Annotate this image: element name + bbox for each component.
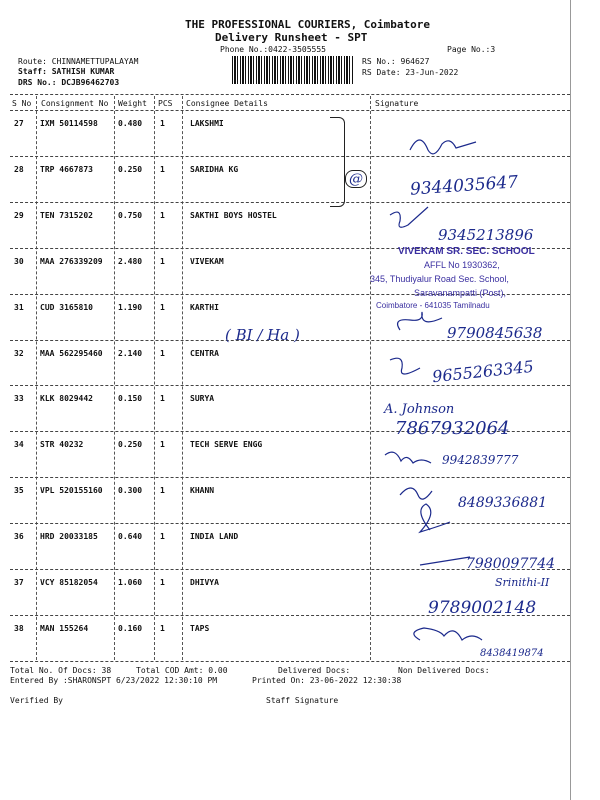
signature-phone: 9344035647 xyxy=(409,172,519,200)
row-pcs: 1 xyxy=(160,578,165,587)
row-pcs: 1 xyxy=(160,624,165,633)
row-consignee: KARTHI xyxy=(190,303,219,312)
row-sno: 27 xyxy=(14,119,24,128)
staff-signature: Staff Signature xyxy=(266,696,339,705)
total-cod: Total COD Amt: 0.00 xyxy=(136,666,228,675)
signature-phone: 9790845638 xyxy=(447,324,543,342)
signature-phone: 9655263345 xyxy=(431,356,535,387)
row-consignment-no: VPL 520155160 xyxy=(40,486,103,495)
verified-by: Verified By xyxy=(10,696,63,705)
col-signature: Signature xyxy=(375,99,419,108)
signature-note: Srinithi-II xyxy=(495,576,550,589)
row-weight: 0.750 xyxy=(118,211,143,220)
signature-scribbles xyxy=(370,110,570,670)
school-stamp-title: VIVEKAM SR. SEC. SCHOOL xyxy=(398,246,535,257)
row-consignee: VIVEKAM xyxy=(190,257,224,266)
signature-scribble xyxy=(390,358,420,374)
school-stamp-line: Coimbatore - 641035 Tamilnadu xyxy=(376,301,490,310)
row-pcs: 1 xyxy=(160,440,165,449)
row-weight: 0.160 xyxy=(118,624,143,633)
header-rule-top xyxy=(10,94,570,95)
row-sno: 34 xyxy=(14,440,24,449)
signature-scribble xyxy=(385,452,431,463)
row-consignee: KHANN xyxy=(190,486,215,495)
printed-on: Printed On: 23-06-2022 12:30:38 xyxy=(252,676,402,685)
row-weight: 1.060 xyxy=(118,578,143,587)
row-weight: 0.640 xyxy=(118,532,143,541)
row-consignee: SAKTHI BOYS HOSTEL xyxy=(190,211,277,220)
signature-scribble xyxy=(400,488,432,499)
signature-phone: 9789002148 xyxy=(428,598,537,618)
row-consignee: TAPS xyxy=(190,624,210,633)
circle-mark: @ xyxy=(345,170,367,188)
row-consignee: SARIDHA KG xyxy=(190,165,239,174)
row-sno: 36 xyxy=(14,532,24,541)
col-divider xyxy=(114,96,115,660)
row-consignee: LAKSHMI xyxy=(190,119,224,128)
signature-phone: 9345213896 xyxy=(438,226,534,244)
row-consignment-no: IXM 50114598 xyxy=(40,119,98,128)
row-consignee: SURYA xyxy=(190,394,215,403)
page-right-edge xyxy=(570,0,571,800)
col-divider xyxy=(154,96,155,660)
row-consignment-no: MAA 276339209 xyxy=(40,257,103,266)
row-weight: 0.250 xyxy=(118,440,143,449)
signature-scribble xyxy=(414,628,482,640)
col-consignee: Consignee Details xyxy=(186,99,268,108)
col-divider xyxy=(182,96,183,660)
row-weight: 1.190 xyxy=(118,303,143,312)
non-delivered-docs: Non Delivered Docs: xyxy=(398,666,490,675)
row-sno: 30 xyxy=(14,257,24,266)
row-sno: 33 xyxy=(14,394,24,403)
row-pcs: 1 xyxy=(160,119,165,128)
drs-number: DRS No.: DCJB96462703 xyxy=(18,78,120,87)
signature-phone: 8489336881 xyxy=(458,495,548,511)
handwritten-note: ( BI / Ha ) xyxy=(225,326,300,344)
route: Route: CHINNAMETTUPALAYAM xyxy=(18,57,139,66)
row-weight: 0.480 xyxy=(118,119,143,128)
signature-phone: 9942839777 xyxy=(442,453,519,467)
signature-scribble xyxy=(420,504,450,532)
row-consignment-no: STR 40232 xyxy=(40,440,84,449)
col-weight: Weight xyxy=(118,99,147,108)
row-sno: 32 xyxy=(14,349,24,358)
signature-scribble xyxy=(390,207,428,227)
row-pcs: 1 xyxy=(160,165,165,174)
row-consignee: DHIVYA xyxy=(190,578,219,587)
bracket-mark xyxy=(330,117,345,207)
row-consignment-no: MAN 155264 xyxy=(40,624,89,633)
total-docs: Total No. Of Docs: 38 xyxy=(10,666,112,675)
barcode-image xyxy=(232,56,354,84)
signature-phone: 7980097744 xyxy=(466,556,556,572)
page-number: Page No.:3 xyxy=(447,45,496,54)
row-weight: 0.250 xyxy=(118,165,143,174)
signature-phone: 8438419874 xyxy=(480,648,544,659)
signature-phone: 7867932064 xyxy=(395,418,510,439)
signature-scribble xyxy=(410,140,476,154)
delivered-docs: Delivered Docs: xyxy=(278,666,351,675)
company-title: THE PROFESSIONAL COURIERS, Coimbatore xyxy=(185,18,431,31)
col-consignment: Consignment No xyxy=(41,99,109,108)
signature-name: A. Johnson xyxy=(384,402,455,417)
rs-number: RS No.: 964627 xyxy=(362,57,430,66)
school-stamp-line: AFFL No 1930362, xyxy=(424,260,500,270)
row-weight: 2.140 xyxy=(118,349,143,358)
row-consignee: INDIA LAND xyxy=(190,532,239,541)
row-consignee: TECH SERVE ENGG xyxy=(190,440,263,449)
row-pcs: 1 xyxy=(160,303,165,312)
row-consignment-no: VCY 85182054 xyxy=(40,578,98,587)
staff: Staff: SATHISH KUMAR xyxy=(18,67,115,76)
row-sno: 29 xyxy=(14,211,24,220)
row-weight: 0.300 xyxy=(118,486,143,495)
row-sno: 35 xyxy=(14,486,24,495)
row-pcs: 1 xyxy=(160,257,165,266)
row-sno: 37 xyxy=(14,578,24,587)
phone-number: Phone No.:0422-3505555 xyxy=(220,45,326,54)
col-divider xyxy=(36,96,37,660)
signature-scribble xyxy=(398,312,442,330)
row-pcs: 1 xyxy=(160,349,165,358)
row-consignment-no: HRD 20033185 xyxy=(40,532,98,541)
sheet-title: Delivery Runsheet - SPT xyxy=(215,31,368,44)
row-consignment-no: MAA 562295460 xyxy=(40,349,103,358)
row-pcs: 1 xyxy=(160,394,165,403)
row-consignment-no: CUD 3165810 xyxy=(40,303,93,312)
school-stamp-line: Saravanampatti (Post), xyxy=(414,288,507,298)
row-sno: 38 xyxy=(14,624,24,633)
col-sno: S No xyxy=(12,99,32,108)
signature-scribble xyxy=(420,557,470,565)
row-pcs: 1 xyxy=(160,532,165,541)
row-weight: 0.150 xyxy=(118,394,143,403)
row-consignment-no: TRP 4667873 xyxy=(40,165,93,174)
row-consignment-no: TEN 7315202 xyxy=(40,211,93,220)
row-sno: 28 xyxy=(14,165,24,174)
row-consignee: CENTRA xyxy=(190,349,219,358)
row-weight: 2.480 xyxy=(118,257,143,266)
entered-by: Entered By :SHARONSPT 6/23/2022 12:30:10 PM xyxy=(10,676,218,685)
row-pcs: 1 xyxy=(160,486,165,495)
school-stamp-line: 345, Thudiyalur Road Sec. School, xyxy=(370,274,509,284)
rs-date: RS Date: 23-Jun-2022 xyxy=(362,68,459,77)
row-sno: 31 xyxy=(14,303,24,312)
row-consignment-no: KLK 8029442 xyxy=(40,394,93,403)
col-pcs: PCS xyxy=(158,99,173,108)
row-pcs: 1 xyxy=(160,211,165,220)
